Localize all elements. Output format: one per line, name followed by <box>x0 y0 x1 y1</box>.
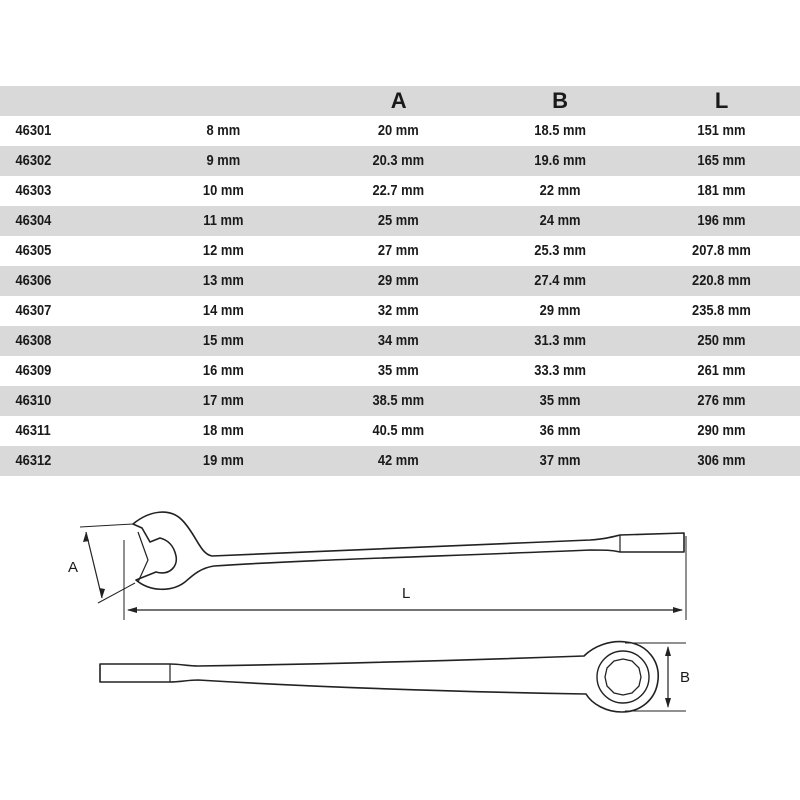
table-row <box>0 326 800 356</box>
dimension-a-cell: 34 mm <box>378 332 420 349</box>
part-number-cell: 46311 <box>15 422 51 439</box>
size-cell: 15 mm <box>202 332 244 349</box>
size-cell: 11 mm <box>202 212 244 229</box>
spec-table-body <box>0 116 800 476</box>
size-cell: 9 mm <box>206 152 240 169</box>
header-cell-part <box>0 86 126 116</box>
size-cell: 13 mm <box>202 272 244 289</box>
size-cell: 8 mm <box>206 122 240 139</box>
header-cell-size <box>126 86 321 116</box>
size-cell: 16 mm <box>202 362 244 379</box>
arrow-b-top <box>665 646 671 656</box>
part-number-cell: 46302 <box>15 152 52 169</box>
header-cell-l: L <box>714 88 729 113</box>
open-end-wrench-outline <box>133 512 684 589</box>
dimension-l-cell: 276 mm <box>697 392 746 409</box>
dimension-a-cell: 25 mm <box>378 212 420 229</box>
table-row <box>0 266 800 296</box>
part-number-cell: 46309 <box>15 362 52 379</box>
dimension-l-cell: 290 mm <box>697 422 746 439</box>
ring-end-wrench-outline <box>100 642 658 712</box>
dimension-b-label: B <box>680 669 691 686</box>
arrow-l-right <box>673 607 683 613</box>
dimension-a-cell: 35 mm <box>378 362 420 379</box>
dimension-b-cell: 35 mm <box>539 392 581 409</box>
dimension-b-cell: 22 mm <box>539 182 581 199</box>
table-row <box>0 236 800 266</box>
part-number-cell: 46305 <box>15 242 52 259</box>
part-number-cell: 46301 <box>15 122 52 139</box>
dimension-a-cell: 42 mm <box>378 452 420 469</box>
table-row <box>0 206 800 236</box>
dimension-a-cell: 27 mm <box>378 242 420 259</box>
dimension-l-cell: 250 mm <box>697 332 746 349</box>
dimension-l-cell: 165 mm <box>697 152 746 169</box>
part-number-cell: 46306 <box>15 272 52 289</box>
dimension-a-cell: 29 mm <box>378 272 420 289</box>
arrow-l-left <box>127 607 137 613</box>
header-cell-b: B <box>552 88 568 113</box>
dimension-b-cell: 18.5 mm <box>534 122 586 139</box>
dimension-b-cell: 27.4 mm <box>534 272 586 289</box>
dimension-a-cell: 32 mm <box>378 302 420 319</box>
dimension-a-cell: 22.7 mm <box>372 182 425 199</box>
size-cell: 14 mm <box>202 302 244 319</box>
table-row <box>0 416 800 446</box>
wrench-diagram <box>0 480 800 800</box>
dimension-b-cell: 33.3 mm <box>534 362 586 379</box>
table-row <box>0 176 800 206</box>
dimension-l-cell: 235.8 mm <box>692 302 751 319</box>
part-number-cell: 46310 <box>15 392 52 409</box>
open-end-jaw <box>138 532 148 582</box>
dimension-l-cell: 220.8 mm <box>692 272 751 289</box>
dimension-a-cell: 20 mm <box>378 122 420 139</box>
dimension-a-label: A <box>68 559 79 576</box>
dimension-a-line <box>86 532 102 598</box>
size-cell: 19 mm <box>202 452 244 469</box>
dimension-l-cell: 196 mm <box>697 212 746 229</box>
dimension-b-cell: 25.3 mm <box>534 242 586 259</box>
dimension-b-cell: 31.3 mm <box>534 332 586 349</box>
dimension-l-cell: 207.8 mm <box>692 242 751 259</box>
dimension-l-cell: 306 mm <box>697 452 746 469</box>
arrow-a-top <box>83 532 89 542</box>
part-number-cell: 46303 <box>15 182 52 199</box>
table-row <box>0 116 800 146</box>
header-row <box>0 86 800 116</box>
arrow-b-bottom <box>665 698 671 708</box>
size-cell: 12 mm <box>202 242 244 259</box>
header-cell-a: A <box>390 88 407 113</box>
size-cell: 17 mm <box>202 392 244 409</box>
dimension-a-cell: 20.3 mm <box>372 152 425 169</box>
part-number-cell: 46307 <box>15 302 52 319</box>
dimension-b-cell: 24 mm <box>539 212 581 229</box>
spec-table <box>0 86 800 476</box>
dimension-l-cell: 181 mm <box>697 182 746 199</box>
size-cell: 18 mm <box>202 422 244 439</box>
part-number-cell: 46312 <box>15 452 52 469</box>
dimension-l-label: L <box>402 585 411 602</box>
dimension-a-cell: 40.5 mm <box>372 422 425 439</box>
table-row <box>0 356 800 386</box>
dimension-b-cell: 19.6 mm <box>534 152 586 169</box>
dimension-l-cell: 151 mm <box>697 122 746 139</box>
twelve-point-ring <box>605 659 641 695</box>
table-row <box>0 386 800 416</box>
dimension-a-cell: 38.5 mm <box>372 392 425 409</box>
table-row <box>0 296 800 326</box>
part-number-cell: 46308 <box>15 332 52 349</box>
dimension-b-cell: 37 mm <box>539 452 581 469</box>
dimension-l-cell: 261 mm <box>697 362 746 379</box>
dimension-b-cell: 36 mm <box>539 422 581 439</box>
arrow-a-bottom <box>99 588 105 598</box>
size-cell: 10 mm <box>202 182 244 199</box>
part-number-cell: 46304 <box>15 212 52 229</box>
dimension-b-cell: 29 mm <box>539 302 581 319</box>
dimension-a-ext1 <box>80 524 133 527</box>
table-row <box>0 446 800 476</box>
table-row <box>0 146 800 176</box>
